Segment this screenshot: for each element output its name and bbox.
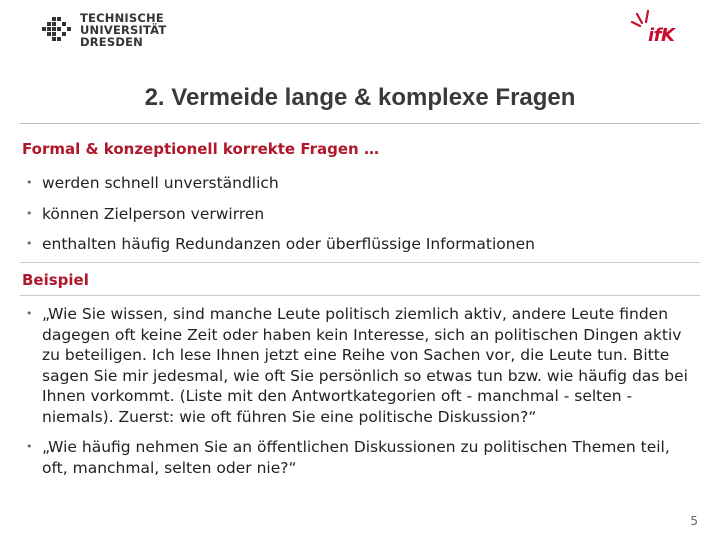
list-item: • können Zielperson verwirren — [26, 204, 265, 223]
bullet-icon: • — [26, 206, 33, 220]
bullet-icon: • — [26, 440, 33, 453]
tud-logo-icon — [40, 13, 74, 47]
section-heading-questions: Formal & konzeptionell korrekte Fragen … — [22, 140, 379, 158]
title-divider — [20, 123, 700, 124]
list-item: • enthalten häufig Redundanzen oder überflüssige Informationen — [26, 235, 535, 253]
section-heading-example: Beispiel — [22, 271, 89, 289]
list-item: • „Wie häufig nehmen Sie an öffentlichen Diskussionen zu politischen Themen teil, oft, manchmal, selten oder nie?“ — [26, 438, 670, 477]
ifk-logo-text: ifK — [648, 25, 675, 46]
bullet-list-example — [22, 304, 694, 478]
ifk-logo — [630, 8, 692, 44]
bullet-icon: • — [26, 237, 33, 250]
list-item: • werden schnell unverständlich — [26, 174, 279, 192]
slide-title: 2. Vermeide lange & komplexe Fragen — [144, 84, 576, 111]
tud-logo-text: TECHNISCHE UNIVERSITÄT DRESDEN — [80, 11, 167, 49]
section-divider — [20, 295, 700, 296]
bullet-icon: • — [26, 307, 33, 320]
bullet-icon: • — [26, 176, 33, 189]
page-number: 5 — [690, 514, 698, 528]
bullet-list-questions — [22, 173, 692, 255]
section-divider — [20, 262, 700, 263]
list-item: • „Wie Sie wissen, sind manche Leute politisch ziemlich aktiv, andere Leute finden dagegen oft keine Zeit oder haben kein Interesse, sich an politischen Dingen aktiv zu beteiligen. Ich lese Ihnen jetzt eine Reihe von Sachen vor, die Leute tun. Bitte sagen Sie mir jedesmal, wie oft Sie persönlich so etwas tun bzw. wie häufig das bei Ihnen vorkommt. (Liste mit den Antwortkategorien oft - manchmal - selten - niemals). Zuerst: wie oft führen Sie eine politische Diskussion?“ — [26, 305, 688, 426]
tud-logo — [40, 12, 166, 48]
